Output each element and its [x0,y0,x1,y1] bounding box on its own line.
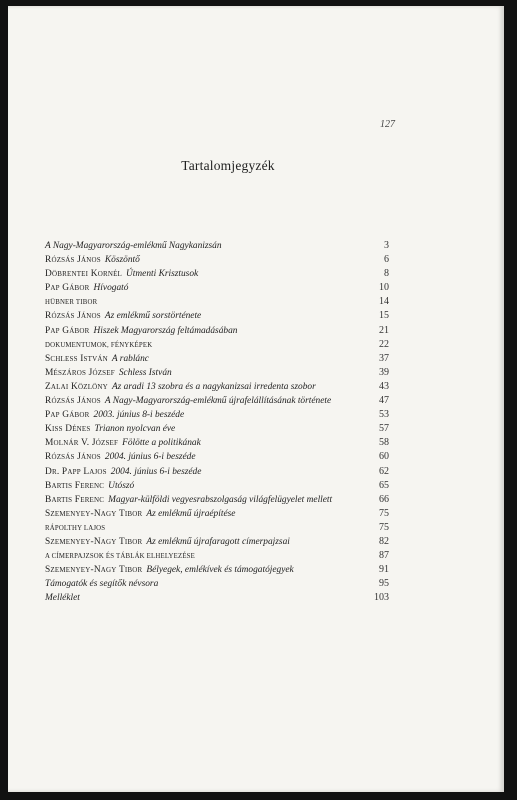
toc-entry-author: Zalai Közlöny [45,381,108,392]
toc-entry-title: Hiszek Magyarország feltámadásában [93,325,238,336]
toc-entry-page: 75 [379,521,389,533]
toc-entry-page: 95 [379,578,389,590]
toc-entry-author: Pap Gábor [45,410,90,421]
toc-entry-author: Schless István [45,353,108,364]
toc-entry-page: 22 [379,338,389,350]
toc-entry-title: Trianon nyolcvan éve [94,424,176,435]
toc-entry [45,549,389,563]
toc-entry-title: Fölötte a politikának [122,438,201,449]
toc-entry [45,436,389,450]
toc-entry-page: 65 [379,479,389,491]
toc-entry-title: Az aradi 13 szobra és a nagykanizsai irredenta szobor [111,381,316,392]
toc-entry-page: 15 [379,310,389,322]
toc-entry [45,253,389,267]
toc-entry [45,309,389,323]
toc-entry [45,577,389,591]
toc-entry-title: Bélyegek, emlékívek és támogatójegyek [146,565,294,576]
toc-entry [45,493,389,507]
toc-entry-title: A Nagy-Magyarország-emlékmű újrafelállításának története [104,396,332,407]
toc-entry [45,521,389,535]
toc-entry [45,394,389,408]
toc-entry [45,324,389,338]
toc-entry-author: Dr. Papp Lajos [45,466,107,477]
toc-entry-author: Szemenyey-Nagy Tibor [45,508,143,519]
toc-entry [45,563,389,577]
toc-entry [45,380,389,394]
toc-entry-title: Az emlékmű sorstörténete [104,311,202,322]
toc-entry-author: Pap Gábor [45,283,90,294]
toc-entry-page: 53 [379,409,389,421]
toc-entry-page: 91 [379,564,389,576]
toc-entry [45,408,389,422]
toc-entry-page: 6 [384,254,389,266]
toc-entry-page: 87 [379,550,389,562]
toc-entry-author: Szemenyey-Nagy Tibor [45,565,143,576]
toc-entry [45,239,389,253]
toc-entry-author: A CÍMERPAJZSOK ÉS TÁBLÁK ELHELYEZÉSE [45,553,196,561]
toc-entry-author: RÁPOLTHY LAJOS [45,524,106,532]
toc-entry [45,366,389,380]
toc-entry-page: 60 [379,451,389,463]
toc-entry-title: 2004. június 6-i beszéde [110,466,202,477]
toc-entry-title: 2003. június 8-i beszéde [93,410,185,421]
page-number: 127 [380,119,395,130]
toc-entry-page: 75 [379,507,389,519]
toc-entry-author: Pap Gábor [45,325,90,336]
toc-entry [45,295,389,309]
toc-entry [45,535,389,549]
toc-entry-author: Döbrentei Kornél [45,269,123,280]
toc-entry-author: Mészáros József [45,367,115,378]
toc-entry-author: Szemenyey-Nagy Tibor [45,536,143,547]
toc-entry-title: Schless István [118,367,172,378]
book-page [8,6,504,792]
toc-entry-author: Kiss Dénes [45,424,91,435]
toc-entry-title: A rablánc [111,353,149,364]
toc-entry [45,267,389,281]
toc-entry-page: 43 [379,380,389,392]
toc-entry-author: Rózsás János [45,452,101,463]
toc-entry-title: Melléklet [45,593,80,604]
toc-entry [45,338,389,352]
toc-entry-page: 66 [379,493,389,505]
toc-entry-page: 3 [384,240,389,251]
toc-entry [45,591,389,605]
toc-entry-title: Támogatók és segítők névsora [45,579,159,590]
toc-entry-page: 103 [374,592,389,604]
toc-entry-page: 8 [384,268,389,280]
toc-entry [45,450,389,464]
toc-entry-author: Rózsás János [45,255,101,266]
toc-entry-page: 37 [379,352,389,364]
toc-entry-page: 58 [379,437,389,449]
toc-entry [45,465,389,479]
toc-entry-author: HÜBNER TIBOR [45,299,98,307]
toc-entry-author: Rózsás János [45,396,101,407]
toc-entry-page: 39 [379,366,389,378]
toc-entry-title: Útmenti Krisztusok [126,269,199,280]
toc-entry-title: Az emlékmű újrafaragott címerpajzsai [146,536,290,547]
toc-entry-page: 10 [379,282,389,294]
toc-entry-author: Molnár V. József [45,438,119,449]
toc-title: Tartalomjegyzék [181,158,275,173]
toc-entry-title: Hívogató [93,283,129,294]
toc-entry-title: Köszöntő [104,255,140,266]
toc-entry-author: Bartis Ferenc [45,480,105,491]
toc-entry-page: 21 [379,324,389,336]
toc-entry [45,422,389,436]
toc-entry [45,352,389,366]
toc-entry-title: Utószó [108,480,135,491]
toc-entry-page: 57 [379,423,389,435]
toc-entry [45,281,389,295]
toc-entry-title: 2004. június 6-i beszéde [104,452,196,463]
toc-entry [45,479,389,493]
table-of-contents [45,239,389,605]
toc-entry-author: Rózsás János [45,311,101,322]
toc-entry-author: DOKUMENTUMOK, FÉNYKÉPEK [45,341,153,349]
toc-entry-title: Az emlékmű újraépítése [146,508,236,519]
toc-entry-page: 82 [379,535,389,547]
toc-entry [45,507,389,521]
toc-entry-page: 62 [379,465,389,477]
toc-entry-title: Magyar-külföldi vegyesrabszolgaság világfelügyelet mellett [108,494,333,505]
toc-entry-title: A Nagy-Magyarország-emlékmű Nagykanizsán [45,241,222,251]
toc-entry-author: Bartis Ferenc [45,494,105,505]
toc-entry-page: 14 [379,296,389,308]
toc-entry-page: 47 [379,395,389,407]
